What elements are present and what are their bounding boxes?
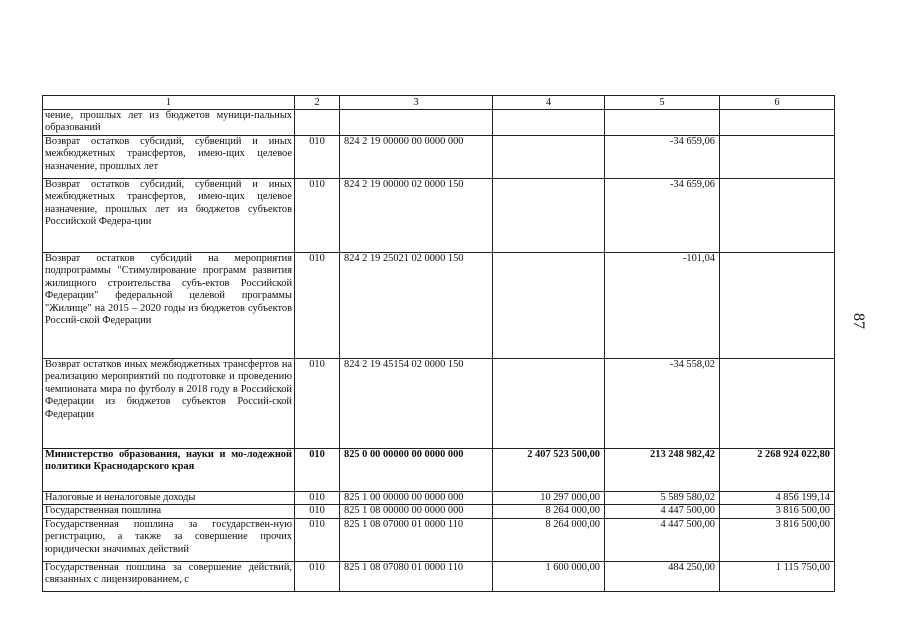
value-col4-cell: [493, 359, 605, 449]
table-row: [43, 110, 835, 136]
budget-code-cell: 824 2 19 00000 00 0000 000: [340, 136, 493, 179]
column-header: 2: [295, 96, 340, 110]
value-col6-cell: [720, 110, 835, 136]
value-col5-cell: 484 250,00: [605, 561, 720, 591]
column-header: 6: [720, 96, 835, 110]
row-name-cell: Государственная пошлина за государствен-ную регистрацию, а также за совершение прочих юридически значимых действий: [43, 518, 295, 561]
table-header-row: [43, 96, 835, 110]
value-col5-cell: 213 248 982,42: [605, 449, 720, 492]
column-header: 5: [605, 96, 720, 110]
table-row: [43, 136, 835, 179]
row-name-cell: Министерство образования, науки и мо-лодежной политики Краснодарского края: [43, 449, 295, 492]
column-header: 1: [43, 96, 295, 110]
value-col4-cell: [493, 136, 605, 179]
budget-code-cell: 825 1 08 07080 01 0000 110: [340, 561, 493, 591]
table-row: [43, 179, 835, 253]
row-name-cell: Государственная пошлина: [43, 505, 295, 518]
value-col5-cell: -34 659,06: [605, 179, 720, 253]
value-col4-cell: [493, 110, 605, 136]
value-col6-cell: [720, 359, 835, 449]
row-name-cell: Возврат остатков субсидий, субвенций и иных межбюджетных трансфертов, имею-щих целевое назначение, прошлых лет: [43, 136, 295, 179]
value-col6-cell: [720, 253, 835, 359]
value-col5-cell: -101,04: [605, 253, 720, 359]
row-code-cell: 010: [295, 136, 340, 179]
value-col5-cell: 4 447 500,00: [605, 518, 720, 561]
table-row: [43, 492, 835, 505]
value-col4-cell: [493, 253, 605, 359]
column-header: 3: [340, 96, 493, 110]
value-col6-cell: 2 268 924 022,80: [720, 449, 835, 492]
value-col4-cell: 1 600 000,00: [493, 561, 605, 591]
budget-code-cell: 824 2 19 00000 02 0000 150: [340, 179, 493, 253]
table-row: [43, 253, 835, 359]
row-name-cell: Возврат остатков иных межбюджетных трансфертов на реализацию мероприятий по подготовке и проведению чемпионата мира по футболу в 2018 году в Российской Федерации из бюджетов субъектов Россий-ской Федерации: [43, 359, 295, 449]
value-col4-cell: 8 264 000,00: [493, 518, 605, 561]
row-name-cell: Государственная пошлина за совершение действий, связанных с лицензированием, с: [43, 561, 295, 591]
value-col5-cell: 5 589 580,02: [605, 492, 720, 505]
value-col5-cell: -34 659,06: [605, 136, 720, 179]
table-row: [43, 359, 835, 449]
budget-code-cell: 824 2 19 45154 02 0000 150: [340, 359, 493, 449]
row-name-cell: Налоговые и неналоговые доходы: [43, 492, 295, 505]
value-col5-cell: 4 447 500,00: [605, 505, 720, 518]
value-col4-cell: 2 407 523 500,00: [493, 449, 605, 492]
row-code-cell: 010: [295, 492, 340, 505]
row-code-cell: 010: [295, 449, 340, 492]
budget-code-cell: 825 1 08 07000 01 0000 110: [340, 518, 493, 561]
table-row: [43, 561, 835, 591]
row-code-cell: 010: [295, 518, 340, 561]
row-code-cell: 010: [295, 561, 340, 591]
budget-table: [42, 95, 835, 592]
table-row: [43, 449, 835, 492]
budget-code-cell: [340, 110, 493, 136]
budget-code-cell: 825 1 00 00000 00 0000 000: [340, 492, 493, 505]
column-header: 4: [493, 96, 605, 110]
value-col6-cell: [720, 179, 835, 253]
value-col5-cell: [605, 110, 720, 136]
row-code-cell: [295, 110, 340, 136]
value-col4-cell: [493, 179, 605, 253]
budget-code-cell: 824 2 19 25021 02 0000 150: [340, 253, 493, 359]
row-code-cell: 010: [295, 253, 340, 359]
value-col6-cell: [720, 136, 835, 179]
table-row: [43, 518, 835, 561]
row-name-cell: Возврат остатков субсидий, субвенций и иных межбюджетных трансфертов, имею-щих целевое назначение, прошлых лет из бюджетов субъектов Российской Федера-ции: [43, 179, 295, 253]
row-code-cell: 010: [295, 505, 340, 518]
row-name-cell: чение, прошлых лет из бюджетов муници-пальных образований: [43, 110, 295, 136]
row-code-cell: 010: [295, 179, 340, 253]
value-col6-cell: 3 816 500,00: [720, 505, 835, 518]
table-row: [43, 505, 835, 518]
budget-code-cell: 825 1 08 00000 00 0000 000: [340, 505, 493, 518]
value-col4-cell: 8 264 000,00: [493, 505, 605, 518]
value-col6-cell: 1 115 750,00: [720, 561, 835, 591]
value-col6-cell: 4 856 199,14: [720, 492, 835, 505]
value-col5-cell: -34 558,02: [605, 359, 720, 449]
row-name-cell: Возврат остатков субсидий на мероприятия подпрограммы "Стимулирование программ развития жилищного строительства субъ-ектов Российской Федерации" федеральной целевой программы "Жилище" на 2015 – 2020 годы из бюджетов субъектов Россий-ской Федерации: [43, 253, 295, 359]
page-number: 87: [850, 313, 867, 329]
value-col6-cell: 3 816 500,00: [720, 518, 835, 561]
value-col4-cell: 10 297 000,00: [493, 492, 605, 505]
row-code-cell: 010: [295, 359, 340, 449]
budget-code-cell: 825 0 00 00000 00 0000 000: [340, 449, 493, 492]
